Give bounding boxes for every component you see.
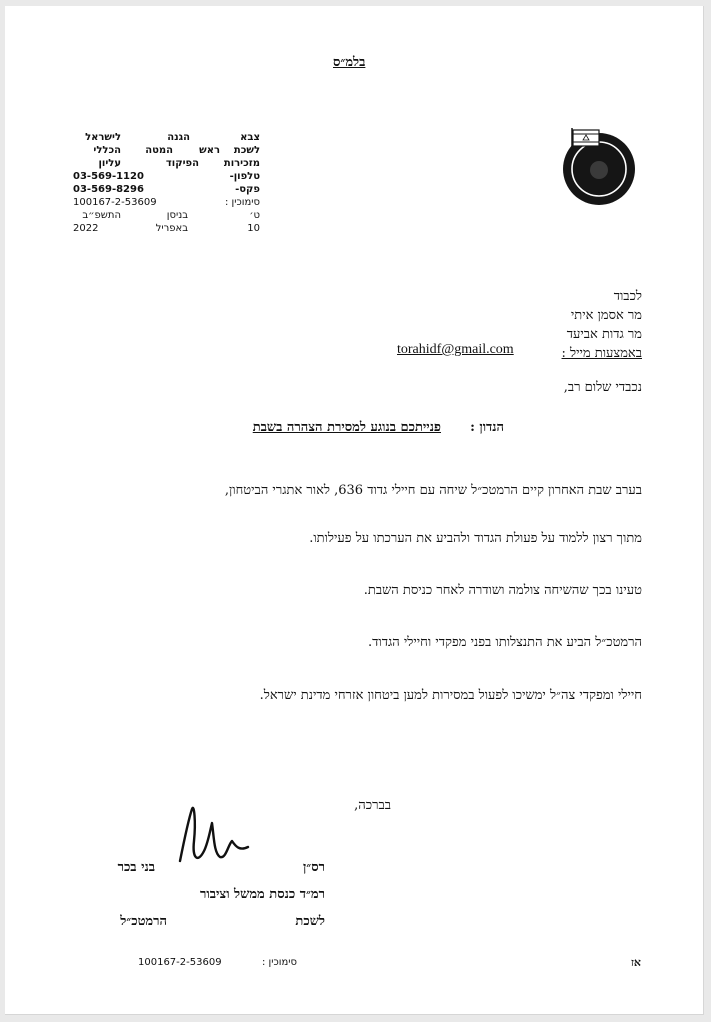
- hdr-row1-c3: לישראל: [85, 132, 121, 143]
- date-day: 10: [247, 223, 260, 234]
- signature-icon: [170, 801, 260, 881]
- ref-number: 100167-2-53609: [73, 197, 157, 208]
- date-heb-day: ט׳: [249, 210, 260, 221]
- signer-office-1: לשכת: [295, 914, 325, 929]
- signer-name: בני בכר: [117, 860, 155, 875]
- fax-number: 03-569-8296: [73, 184, 144, 195]
- signer-office-2: הרמטכ״ל: [120, 914, 167, 929]
- date-year: 2022: [73, 223, 99, 234]
- hdr-row1-c1: צבא: [240, 132, 260, 143]
- hdr-row2-c3: המטה: [145, 145, 173, 156]
- hdr-row2-c4: הכללי: [93, 145, 121, 156]
- footer-ref-number: 100167-2-53609: [138, 957, 222, 968]
- body-line-3: טעינו בכך שהשיחה צולמה ושודרה לאחר כניסת השבת.: [363, 583, 642, 598]
- subject-label: הנדון :: [470, 420, 504, 435]
- fax-label: פקס-: [235, 184, 260, 195]
- recipient-2: מר גדות אביעד: [566, 327, 642, 342]
- hdr-row2-c2: ראש: [199, 145, 220, 156]
- body-line-2: מתוך רצון ללמוד על פעולת הגדוד ולהביע את הערכתו על פעילותו.: [309, 531, 642, 546]
- phone-label: טלפון-: [229, 171, 260, 182]
- hdr-row3-c1: מזכירות: [223, 158, 260, 169]
- subject: פנייתכם בנוגע למסירת הצהרה בשבת: [252, 420, 441, 435]
- recipient-1: מר אסמן איתי: [570, 308, 642, 323]
- date-heb-month: בניסן: [166, 210, 188, 221]
- date-month: באפריל: [155, 223, 188, 234]
- date-heb-year: התשפ״ב: [82, 210, 121, 221]
- hdr-row3-c2: הפיקוד: [165, 158, 199, 169]
- via-label: באמצעות מייל :: [561, 346, 642, 361]
- signer-rank: רס״ן: [302, 860, 325, 875]
- phone-number: 03-569-1120: [73, 171, 144, 182]
- classification-label: בלמ״ס: [333, 55, 366, 70]
- hdr-row1-c2: הגנה: [167, 132, 190, 143]
- greeting: נכבדי שלום רב,: [563, 380, 642, 395]
- ref-label: סימוכין :: [224, 197, 260, 208]
- body-line-4: הרמטכ״ל הביע את התנצלותו בפני מפקדי וחיילי הגדוד.: [368, 635, 642, 650]
- body-line-1: בערב שבת האחרון קיים הרמטכ״ל שיחה עם חיילי גדוד 636, לאור אתגרי הביטחון,: [224, 483, 642, 498]
- footer-az: אז: [630, 956, 641, 969]
- footer-ref-label: סימוכין :: [261, 957, 297, 968]
- closing: בברכה,: [354, 798, 391, 813]
- body-line-5: חיילי ומפקדי צה״ל ימשיכו לפעול במסירות למען ביטחון אזרחי מדינת ישראל.: [259, 688, 642, 703]
- hdr-row2-c1: לשכת: [233, 145, 260, 156]
- hdr-row3-c3: עליון: [98, 158, 121, 169]
- email-address[interactable]: torahidf@gmail.com: [397, 342, 514, 357]
- signer-role: רמ״ד כנסת ממשל וציבור: [200, 887, 325, 902]
- letter-page: [5, 6, 704, 1015]
- idf-emblem-icon: [557, 124, 641, 208]
- to-label: לכבוד: [613, 289, 642, 304]
